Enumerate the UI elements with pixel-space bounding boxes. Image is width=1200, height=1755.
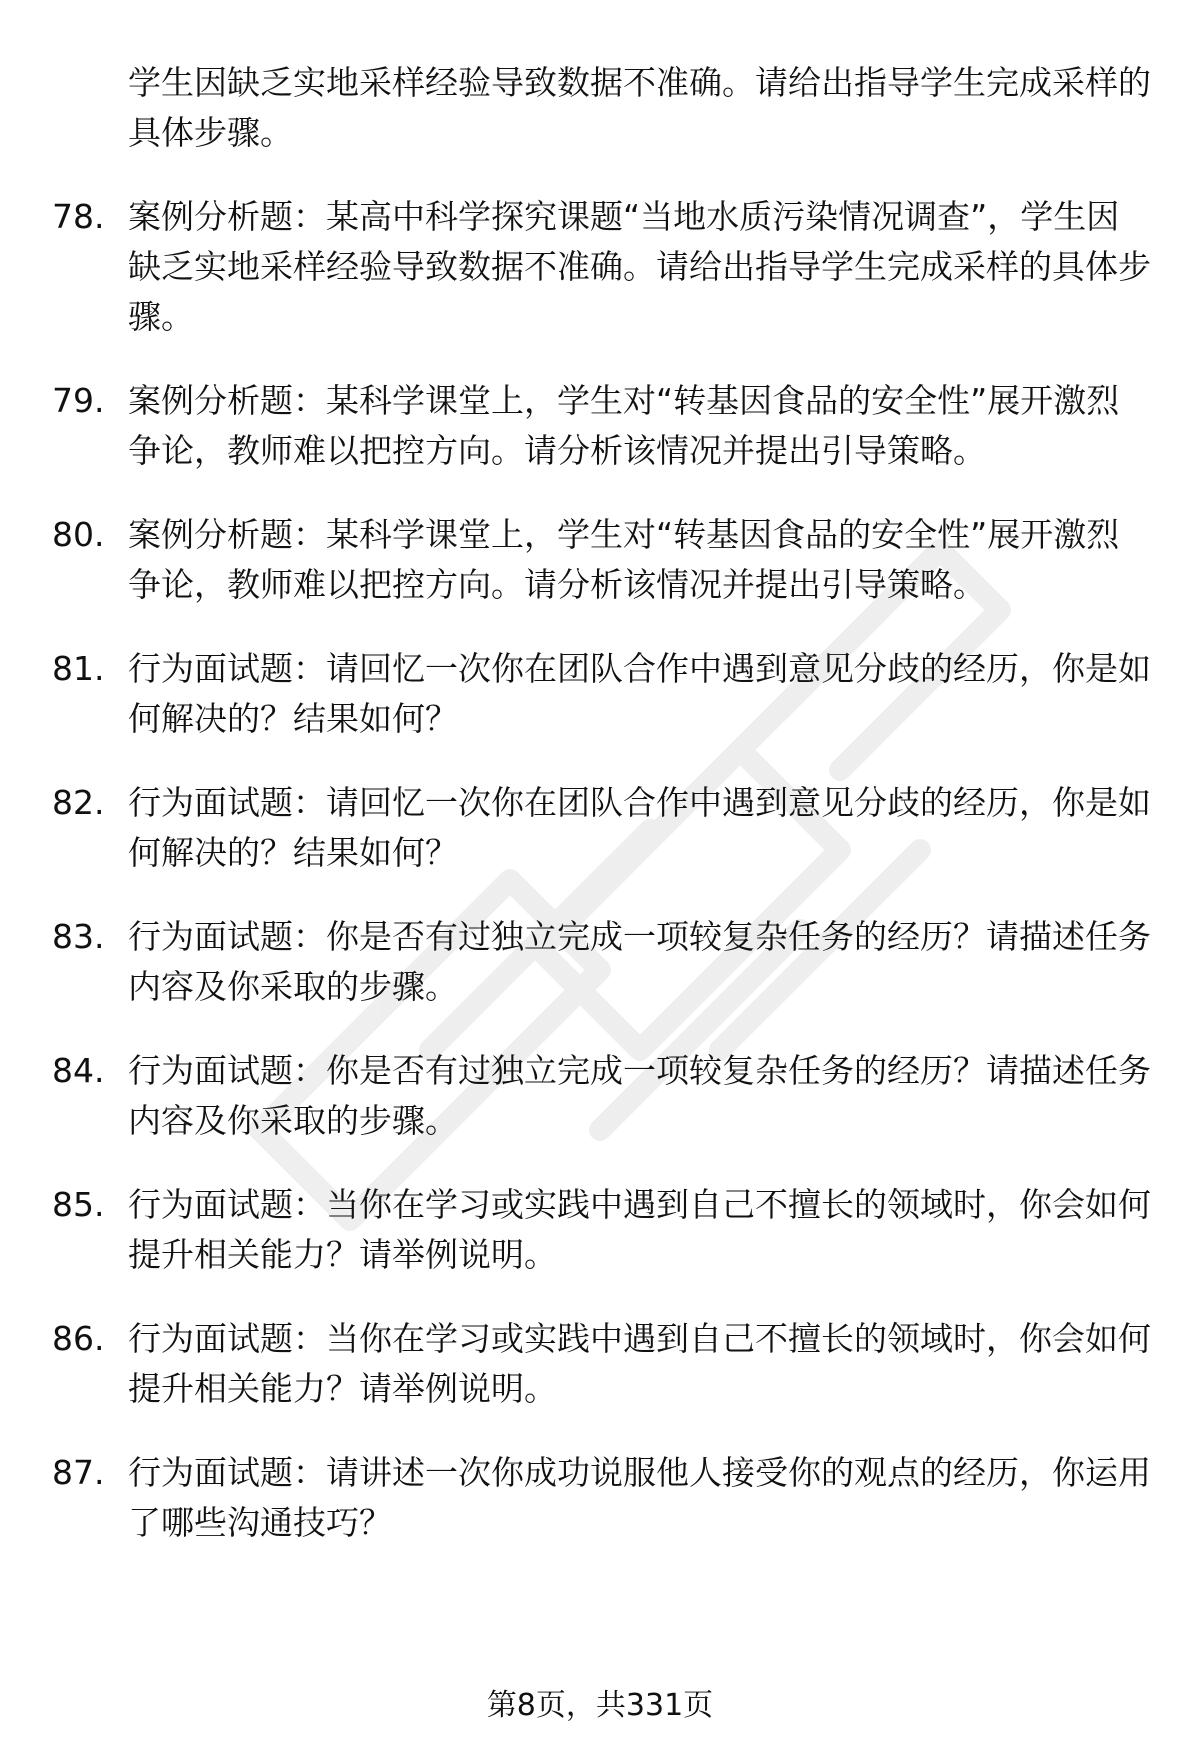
question-text: 行为面试题：当你在学习或实践中遇到自己不擅长的领域时，你会如何提升相关能力？请举例说明。 — [128, 1185, 1151, 1274]
question-continuation-text: 学生因缺乏实地采样经验导致数据不准确。请给出指导学生完成采样的具体步骤。 — [128, 63, 1151, 152]
question-text: 行为面试题：你是否有过独立完成一项较复杂任务的经历？请描述任务内容及你采取的步骤。 — [128, 917, 1151, 1006]
question-number: 85. — [52, 1185, 105, 1224]
question-number: 86. — [52, 1319, 105, 1358]
question-number: 78. — [52, 197, 105, 236]
question-item — [52, 1448, 1152, 1548]
question-text: 行为面试题：你是否有过独立完成一项较复杂任务的经历？请描述任务内容及你采取的步骤。 — [128, 1051, 1151, 1140]
question-number: 80. — [52, 515, 105, 554]
question-item — [52, 1046, 1152, 1146]
question-text: 行为面试题：请讲述一次你成功说服他人接受你的观点的经历，你运用了哪些沟通技巧？ — [128, 1453, 1151, 1542]
question-list — [52, 58, 1152, 1582]
question-number: 87. — [52, 1453, 105, 1492]
question-item — [52, 510, 1152, 610]
question-text: 案例分析题：某科学课堂上，学生对“转基因食品的安全性”展开激烈争论，教师难以把控方向。请分析该情况并提出引导策略。 — [128, 381, 1120, 470]
question-item — [52, 912, 1152, 1012]
page-footer: 第8页，共331页 — [486, 1688, 714, 1723]
question-item — [52, 644, 1152, 744]
question-number: 84. — [52, 1051, 105, 1090]
question-item — [52, 192, 1152, 342]
question-number: 79. — [52, 381, 105, 420]
question-item — [52, 1314, 1152, 1414]
question-number: 81. — [52, 649, 105, 688]
question-text: 行为面试题：请回忆一次你在团队合作中遇到意见分歧的经历，你是如何解决的？结果如何？ — [128, 649, 1151, 738]
question-item — [52, 778, 1152, 878]
question-item — [52, 376, 1152, 476]
question-item — [52, 1180, 1152, 1280]
question-text: 案例分析题：某高中科学探究课题“当地水质污染情况调查”，学生因缺乏实地采样经验导致数据不准确。请给出指导学生完成采样的具体步骤。 — [128, 197, 1151, 336]
question-number: 82. — [52, 783, 105, 822]
question-text: 行为面试题：请回忆一次你在团队合作中遇到意见分歧的经历，你是如何解决的？结果如何？ — [128, 783, 1151, 872]
question-text: 案例分析题：某科学课堂上，学生对“转基因食品的安全性”展开激烈争论，教师难以把控方向。请分析该情况并提出引导策略。 — [128, 515, 1120, 604]
question-text: 行为面试题：当你在学习或实践中遇到自己不擅长的领域时，你会如何提升相关能力？请举例说明。 — [128, 1319, 1151, 1408]
question-number: 83. — [52, 917, 105, 956]
